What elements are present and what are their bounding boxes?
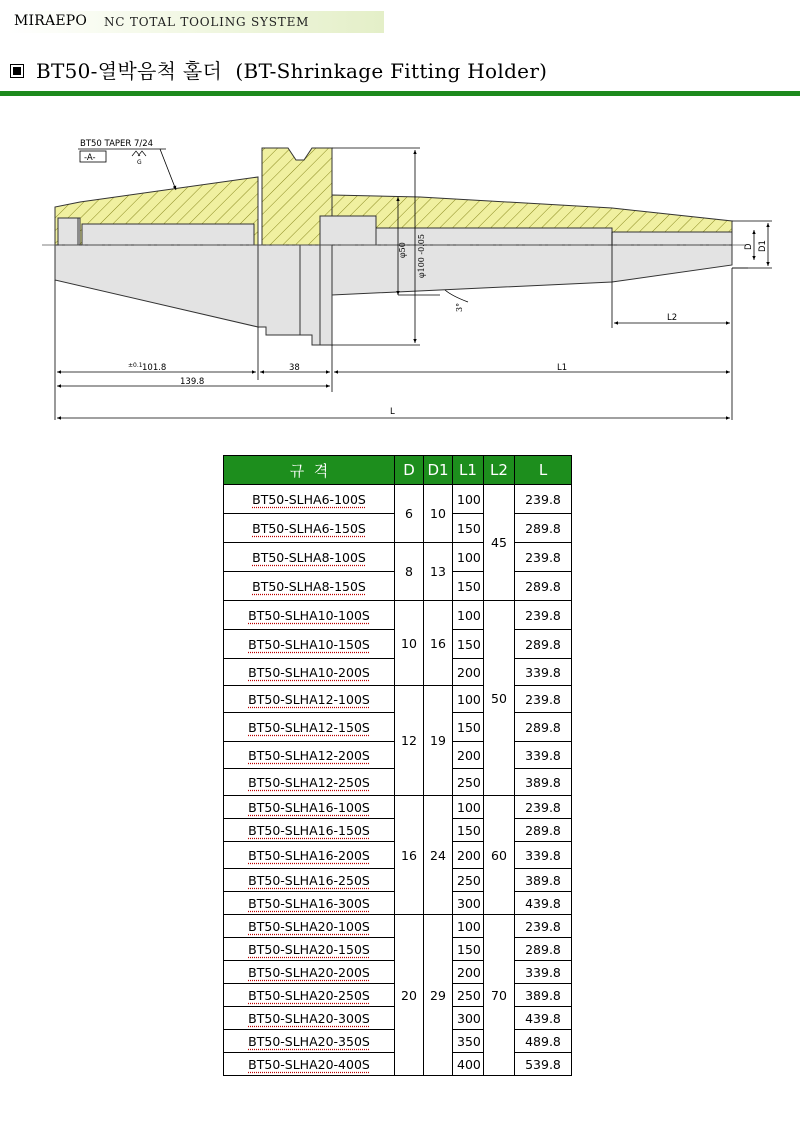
- table-row: [224, 543, 572, 572]
- page-title-text: BT50-열박음척 홀더 (BT-Shrinkage Fitting Holder): [36, 59, 548, 83]
- taper-label: BT50 TAPER 7/24: [80, 139, 154, 149]
- l1-cell: 100: [453, 796, 484, 819]
- l1-cell: 250: [453, 769, 484, 796]
- l-cell: 239.8: [515, 796, 572, 819]
- l-cell: 289.8: [515, 938, 572, 961]
- model-cell: BT50-SLHA6-100S: [224, 485, 395, 514]
- dim-angle: 3°: [455, 302, 464, 312]
- l-cell: 389.8: [515, 984, 572, 1007]
- page-title: [10, 55, 547, 84]
- square-bullet-icon: [10, 64, 24, 78]
- dim-L: L: [390, 407, 395, 417]
- l1-cell: 100: [453, 915, 484, 938]
- l1-cell: 250: [453, 869, 484, 892]
- l1-cell: 200: [453, 842, 484, 869]
- dim-38: 38: [289, 363, 300, 373]
- model-cell: BT50-SLHA10-100S: [224, 601, 395, 630]
- model-cell: BT50-SLHA16-150S: [224, 819, 395, 842]
- l-cell: 339.8: [515, 842, 572, 869]
- dim-101: 101.8: [142, 363, 167, 373]
- model-cell: BT50-SLHA8-100S: [224, 543, 395, 572]
- d-cell: 12: [395, 686, 424, 796]
- col-d: D: [395, 456, 424, 485]
- d-cell: 20: [395, 915, 424, 1076]
- col-d1: D1: [424, 456, 453, 485]
- l1-cell: 150: [453, 514, 484, 543]
- l1-cell: 100: [453, 686, 484, 713]
- d1-cell: 29: [424, 915, 453, 1076]
- l1-cell: 300: [453, 1007, 484, 1030]
- dim-101-tol: ±0.1: [128, 362, 143, 369]
- col-l2: L2: [484, 456, 515, 485]
- model-cell: BT50-SLHA10-150S: [224, 630, 395, 659]
- l1-cell: 200: [453, 742, 484, 769]
- model-cell: BT50-SLHA8-150S: [224, 572, 395, 601]
- l1-cell: 250: [453, 984, 484, 1007]
- l-cell: 239.8: [515, 686, 572, 713]
- d1-cell: 19: [424, 686, 453, 796]
- l-cell: 289.8: [515, 572, 572, 601]
- l1-cell: 400: [453, 1053, 484, 1076]
- l1-cell: 300: [453, 892, 484, 915]
- l1-cell: 150: [453, 938, 484, 961]
- dim-phi50: φ50: [398, 242, 407, 258]
- model-cell: BT50-SLHA6-150S: [224, 514, 395, 543]
- l1-cell: 150: [453, 630, 484, 659]
- model-cell: BT50-SLHA20-250S: [224, 984, 395, 1007]
- dim-L1: L1: [557, 363, 568, 373]
- d1-cell: 16: [424, 601, 453, 686]
- taper-callout: [78, 139, 176, 190]
- model-cell: BT50-SLHA12-100S: [224, 686, 395, 713]
- dim-phi100: φ100 -0.05: [417, 234, 426, 278]
- col-model: 규 격: [224, 456, 395, 485]
- model-cell: BT50-SLHA20-300S: [224, 1007, 395, 1030]
- l-cell: 289.8: [515, 819, 572, 842]
- table-row: [224, 601, 572, 630]
- l-cell: 289.8: [515, 713, 572, 742]
- table-row: [224, 915, 572, 938]
- table-row: [224, 796, 572, 819]
- d-cell: 10: [395, 601, 424, 686]
- model-cell: BT50-SLHA16-100S: [224, 796, 395, 819]
- l-cell: 389.8: [515, 769, 572, 796]
- model-cell: BT50-SLHA10-200S: [224, 659, 395, 686]
- model-cell: BT50-SLHA16-200S: [224, 842, 395, 869]
- table-row: [224, 686, 572, 713]
- l1-cell: 100: [453, 543, 484, 572]
- l-cell: 339.8: [515, 659, 572, 686]
- l1-cell: 200: [453, 659, 484, 686]
- l1-cell: 100: [453, 601, 484, 630]
- spec-table: [223, 455, 572, 1076]
- brand-subtitle: NC TOTAL TOOLING SYSTEM: [104, 15, 310, 29]
- l1-cell: 150: [453, 819, 484, 842]
- l1-cell: 350: [453, 1030, 484, 1053]
- l-cell: 289.8: [515, 514, 572, 543]
- model-cell: BT50-SLHA12-250S: [224, 769, 395, 796]
- holder-body-lower: [55, 245, 732, 345]
- model-cell: BT50-SLHA16-300S: [224, 892, 395, 915]
- col-l1: L1: [453, 456, 484, 485]
- l2-cell: 60: [484, 796, 515, 915]
- d-cell: 16: [395, 796, 424, 915]
- l-cell: 539.8: [515, 1053, 572, 1076]
- l-cell: 489.8: [515, 1030, 572, 1053]
- datum-label: -A-: [84, 153, 96, 163]
- d-cell: 8: [395, 543, 424, 601]
- l2-cell: 50: [484, 601, 515, 796]
- d1-cell: 13: [424, 543, 453, 601]
- d-cell: 6: [395, 485, 424, 543]
- table-row: [224, 485, 572, 514]
- l1-cell: 100: [453, 485, 484, 514]
- dim-L2: L2: [667, 313, 678, 323]
- l-cell: 439.8: [515, 892, 572, 915]
- l-cell: 239.8: [515, 543, 572, 572]
- l1-cell: 200: [453, 961, 484, 984]
- d1-cell: 10: [424, 485, 453, 543]
- model-cell: BT50-SLHA12-150S: [224, 713, 395, 742]
- model-cell: BT50-SLHA20-100S: [224, 915, 395, 938]
- model-cell: BT50-SLHA20-150S: [224, 938, 395, 961]
- spec-table-header: [224, 456, 572, 485]
- dim-139: 139.8: [180, 377, 205, 387]
- l2-cell: 45: [484, 485, 515, 601]
- l-cell: 339.8: [515, 742, 572, 769]
- l1-cell: 150: [453, 572, 484, 601]
- l-cell: 389.8: [515, 869, 572, 892]
- l2-cell: 70: [484, 915, 515, 1076]
- l-cell: 239.8: [515, 915, 572, 938]
- model-cell: BT50-SLHA20-400S: [224, 1053, 395, 1076]
- d1-cell: 24: [424, 796, 453, 915]
- col-l: L: [515, 456, 572, 485]
- l1-cell: 150: [453, 713, 484, 742]
- l-cell: 289.8: [515, 630, 572, 659]
- model-cell: BT50-SLHA20-350S: [224, 1030, 395, 1053]
- l-cell: 439.8: [515, 1007, 572, 1030]
- l-cell: 239.8: [515, 601, 572, 630]
- datum-mark: G: [137, 159, 142, 166]
- model-cell: BT50-SLHA12-200S: [224, 742, 395, 769]
- dim-D1: D1: [758, 240, 768, 252]
- l-cell: 339.8: [515, 961, 572, 984]
- dim-D: D: [744, 243, 754, 250]
- title-divider: [0, 91, 800, 96]
- model-cell: BT50-SLHA16-250S: [224, 869, 395, 892]
- holder-technical-drawing: [0, 120, 800, 430]
- model-cell: BT50-SLHA20-200S: [224, 961, 395, 984]
- brand-name: MIRAEPO: [14, 13, 88, 29]
- l-cell: 239.8: [515, 485, 572, 514]
